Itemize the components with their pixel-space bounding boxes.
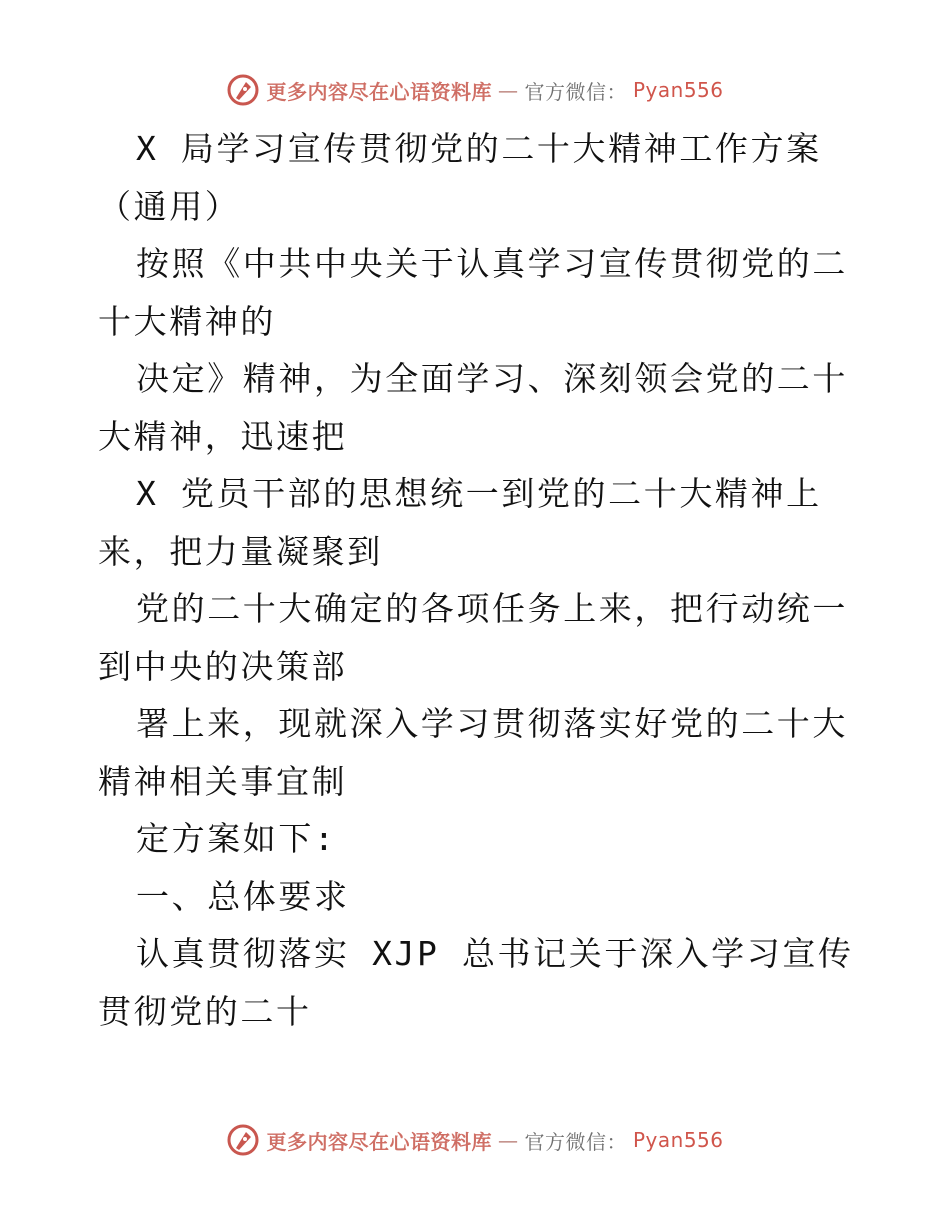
- banner-dash: —: [497, 78, 519, 102]
- banner-site-text: 更多内容尽在心语资料库: [266, 1129, 492, 1154]
- banner-wechat-label: 官方微信：: [524, 79, 627, 104]
- footer-banner: [0, 1120, 950, 1160]
- paragraph: 党的二十大确定的各项任务上来，把行动统一到中央的决策部: [98, 589, 848, 686]
- paragraph: X 党员干部的思想统一到党的二十大精神上来，把力量凝聚到: [98, 474, 822, 571]
- banner-wechat-label: 官方微信：: [524, 1129, 627, 1154]
- banner-wechat-id: Pyan556: [632, 78, 724, 102]
- banner-wechat-id: Pyan556: [632, 1128, 724, 1152]
- paragraph: 按照《中共中央关于认真学习宣传贯彻党的二十大精神的: [98, 244, 848, 341]
- document-title: X 局学习宣传贯彻党的二十大精神工作方案（通用）: [98, 129, 822, 226]
- document-body: [98, 120, 858, 1040]
- banner-site-text: 更多内容尽在心语资料库: [266, 79, 492, 104]
- pen-nib-logo-icon: [226, 1123, 260, 1157]
- paragraph: 定方案如下:: [136, 819, 337, 858]
- pen-nib-logo-icon: [226, 73, 260, 107]
- section-heading: 一、总体要求: [136, 876, 350, 916]
- paragraph: 认真贯彻落实 XJP 总书记关于深入学习宣传贯彻党的二十: [98, 934, 854, 1031]
- header-banner: [0, 70, 950, 110]
- banner-dash: —: [497, 1128, 519, 1152]
- paragraph: 署上来，现就深入学习贯彻落实好党的二十大精神相关事宜制: [98, 704, 848, 801]
- paragraph: 决定》精神，为全面学习、深刻领会党的二十大精神，迅速把: [98, 359, 848, 456]
